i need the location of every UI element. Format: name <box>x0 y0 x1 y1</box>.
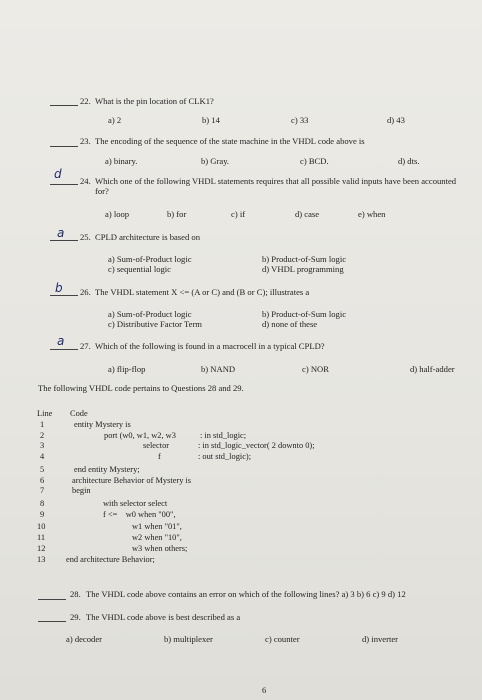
q23-option-c: c) BCD. <box>300 156 329 166</box>
handwritten-answer-25: a <box>57 226 65 240</box>
q23-option-a: a) binary. <box>105 156 138 166</box>
q27-number: 27. <box>80 341 91 351</box>
code-line-decl: : in std_logic_vector( 2 downto 0); <box>198 441 315 450</box>
code-line-text: end entity Mystery; <box>74 465 140 474</box>
code-line-header: Line <box>37 409 53 418</box>
q22-option-d: d) 43 <box>387 115 405 125</box>
q23-option-d: d) dts. <box>398 156 420 166</box>
answer-blank-28[interactable] <box>38 599 66 600</box>
code-line-text: with selector select <box>103 499 168 508</box>
code-line-text: w1 when "01", <box>132 522 182 531</box>
q25-number: 25. <box>80 232 91 242</box>
q25-option-d: d) VHDL programming <box>262 264 344 274</box>
handwritten-answer-27: a <box>57 334 65 348</box>
q29-option-c: c) counter <box>265 634 300 644</box>
q29-number: 29. <box>70 612 81 622</box>
q25-option-a: a) Sum-of-Product logic <box>108 254 192 264</box>
q26-option-a: a) Sum-of-Product logic <box>108 309 192 319</box>
answer-blank-22[interactable] <box>50 105 78 106</box>
q27-option-c: c) NOR <box>302 364 329 374</box>
code-line-number: 8 <box>40 499 45 508</box>
code-line-number: 1 <box>40 420 45 429</box>
q29-text: The VHDL code above is best described as a <box>86 612 241 622</box>
code-line-text: selector <box>143 441 170 450</box>
code-intro: The following VHDL code pertains to Questions 28 and 29. <box>38 383 244 393</box>
code-line-text: port (w0, w1, w2, w3 <box>104 431 176 440</box>
code-line-number: 6 <box>40 476 45 485</box>
q24-number: 24. <box>80 176 91 186</box>
code-line-number: 9 <box>40 510 45 519</box>
code-line-text: begin <box>72 486 91 495</box>
q24-option-a: a) loop <box>105 209 130 219</box>
code-line-number: 7 <box>40 486 45 495</box>
page-number: 6 <box>262 685 267 695</box>
q28-text: The VHDL code above contains an error on which of the following lines? a) 3 b) 6 c) 9 d) 12 <box>86 589 406 599</box>
q22-text: What is the pin location of CLK1? <box>95 96 214 106</box>
code-line-number: 12 <box>37 544 46 553</box>
answer-blank-26[interactable] <box>50 295 78 296</box>
code-line-number: 2 <box>40 431 45 440</box>
q28-number: 28. <box>70 589 81 599</box>
code-line-text: f <= w0 when "00", <box>103 510 176 519</box>
answer-blank-29[interactable] <box>38 621 66 622</box>
q25-option-c: c) sequential logic <box>108 264 171 274</box>
code-line-number: 5 <box>40 465 45 474</box>
code-line-number: 11 <box>37 533 46 542</box>
q27-option-d: d) half-adder <box>410 364 455 374</box>
q26-number: 26. <box>80 287 91 297</box>
code-line-text: end architecture Behavior; <box>66 555 155 564</box>
answer-blank-24[interactable] <box>50 184 78 185</box>
q22-option-a: a) 2 <box>108 115 122 125</box>
code-line-text: f <box>158 452 161 461</box>
code-line-text: w3 when others; <box>132 544 188 553</box>
q23-text: The encoding of the sequence of the state machine in the VHDL code above is <box>95 136 365 146</box>
q29-option-a: a) decoder <box>66 634 103 644</box>
code-column-header: Code <box>70 409 88 418</box>
q23-number: 23. <box>80 136 91 146</box>
q26-text: The VHDL statement X <= (A or C) and (B or C); illustrates a <box>95 287 310 297</box>
answer-blank-27[interactable] <box>50 349 78 350</box>
q25-option-b: b) Product-of-Sum logic <box>262 254 347 264</box>
q22-option-b: b) 14 <box>202 115 220 125</box>
code-line-text: w2 when "10", <box>132 533 182 542</box>
q26-option-c: c) Distributive Factor Term <box>108 319 202 329</box>
answer-blank-23[interactable] <box>50 146 78 147</box>
q27-text: Which of the following is found in a macrocell in a typical CPLD? <box>95 341 325 351</box>
q29-option-d: d) inverter <box>362 634 399 644</box>
code-line-decl: : out std_logic); <box>198 452 252 461</box>
code-line-number: 3 <box>40 441 45 450</box>
q24-option-e: e) when <box>358 209 386 219</box>
handwritten-answer-26: b <box>55 281 63 295</box>
code-line-number: 10 <box>37 522 46 531</box>
code-line-number: 13 <box>37 555 46 564</box>
q24-text: Which one of the following VHDL statements requires that all possible valid inputs have been accounted for? <box>95 176 457 196</box>
q29-option-b: b) multiplexer <box>164 634 213 644</box>
q23-option-b: b) Gray. <box>201 156 230 166</box>
q27-option-a: a) flip-flop <box>108 364 146 374</box>
q22-number: 22. <box>80 96 91 106</box>
answer-blank-25[interactable] <box>50 240 78 241</box>
q26-option-d: d) none of these <box>262 319 318 329</box>
code-line-text: architecture Behavior of Mystery is <box>72 476 192 485</box>
code-line-number: 4 <box>40 452 45 461</box>
q27-option-b: b) NAND <box>201 364 236 374</box>
handwritten-answer-24: d <box>54 167 62 181</box>
code-line-text: entity Mystery is <box>74 420 131 429</box>
q22-option-c: c) 33 <box>291 115 309 125</box>
q24-option-c: c) if <box>231 209 246 219</box>
q26-option-b: b) Product-of-Sum logic <box>262 309 347 319</box>
q24-option-b: b) for <box>167 209 187 219</box>
q24-option-d: d) case <box>295 209 320 219</box>
q25-text: CPLD architecture is based on <box>95 232 201 242</box>
code-line-decl: : in std_logic; <box>200 431 247 440</box>
